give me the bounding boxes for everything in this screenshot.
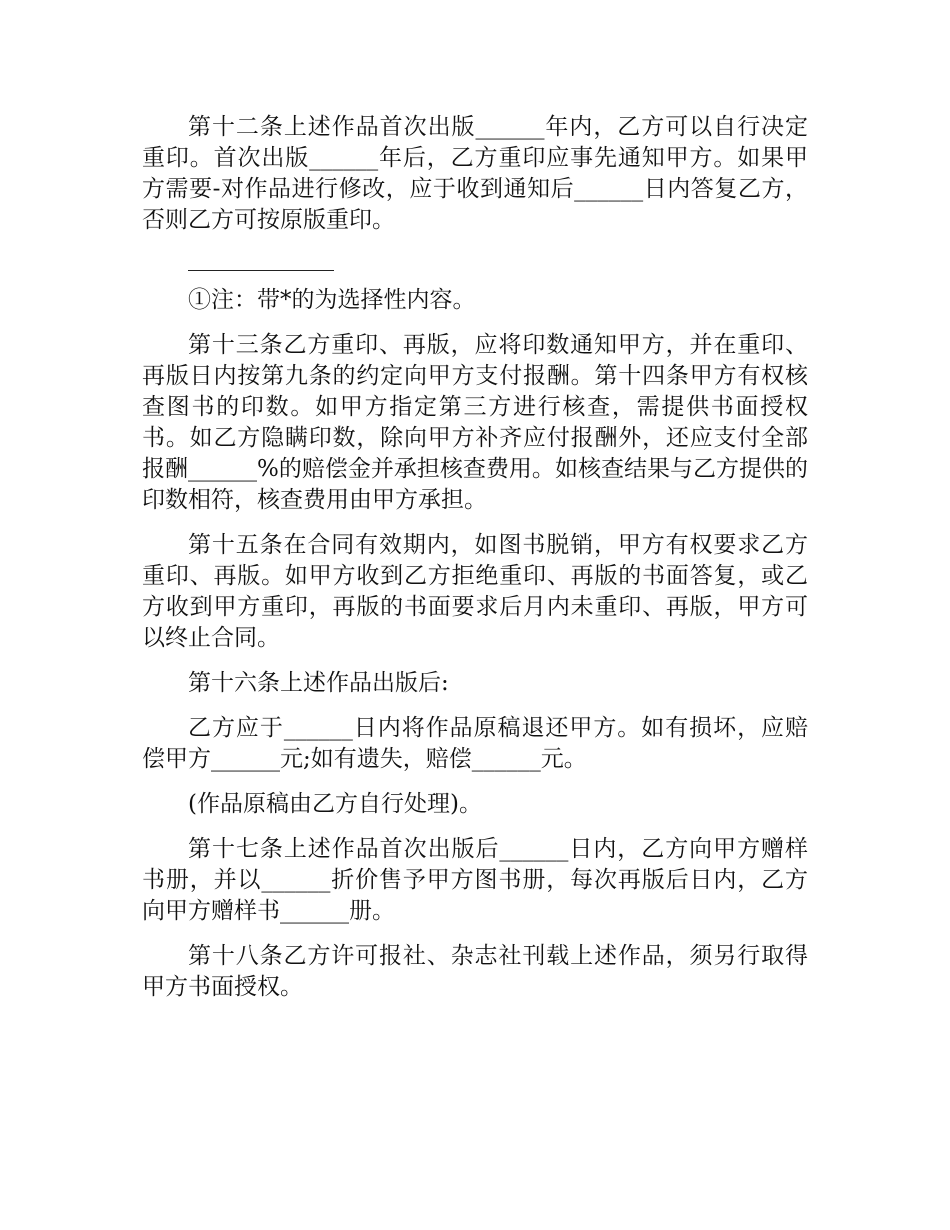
footnote-separator: [188, 270, 334, 271]
article-16-heading: 第十六条上述作品出版后:: [188, 670, 449, 696]
article-17-paragraph: 第十七条上述作品首次出版后______日内，乙方向甲方赠样书册，并以______折价售予甲方图书册，每次再版后日内，乙方向甲方赠样书______册。: [142, 836, 808, 924]
article-16-clause-a: 乙方应于______日内将作品原稿退还甲方。如有损坏，应赔偿甲方______元;如有遗失，赔偿______元。: [142, 715, 808, 772]
article-16-clause-b: (作品原稿由乙方自行处理)。: [188, 791, 482, 817]
footnote-paragraph: ①注：带*的为选择性内容。: [188, 287, 476, 313]
article-13-14-paragraph: 第十三条乙方重印、再版，应将印数通知甲方，并在重印、再版日内按第九条的约定向甲方支付报酬。第十四条甲方有权核查图书的印数。如甲方指定第三方进行核查，需提供书面授权书。如乙方隐瞒印数，除向甲方补齐应付报酬外，还应支付全部报酬______%的赔偿金并承担核查费用。如核查结果与乙方提供的印数相符，核查费用由甲方承担。: [142, 332, 808, 513]
document-body: [142, 112, 808, 1003]
article-15-paragraph: 第十五条在合同有效期内，如图书脱销，甲方有权要求乙方重印、再版。如甲方收到乙方拒绝重印、再版的书面答复，或乙方收到甲方重印，再版的书面要求后月内未重印、再版，甲方可以终止合同。: [142, 532, 808, 651]
article-18-paragraph: 第十八条乙方许可报社、杂志社刊载上述作品，须另行取得甲方书面授权。: [142, 943, 808, 1000]
article-12-paragraph: 第十二条上述作品首次出版______年内，乙方可以自行决定重印。首次出版______年后，乙方重印应事先通知甲方。如果甲方需要-对作品进行修改，应于收到通知后______日内答复乙方，否则乙方可按原版重印。: [142, 114, 808, 233]
